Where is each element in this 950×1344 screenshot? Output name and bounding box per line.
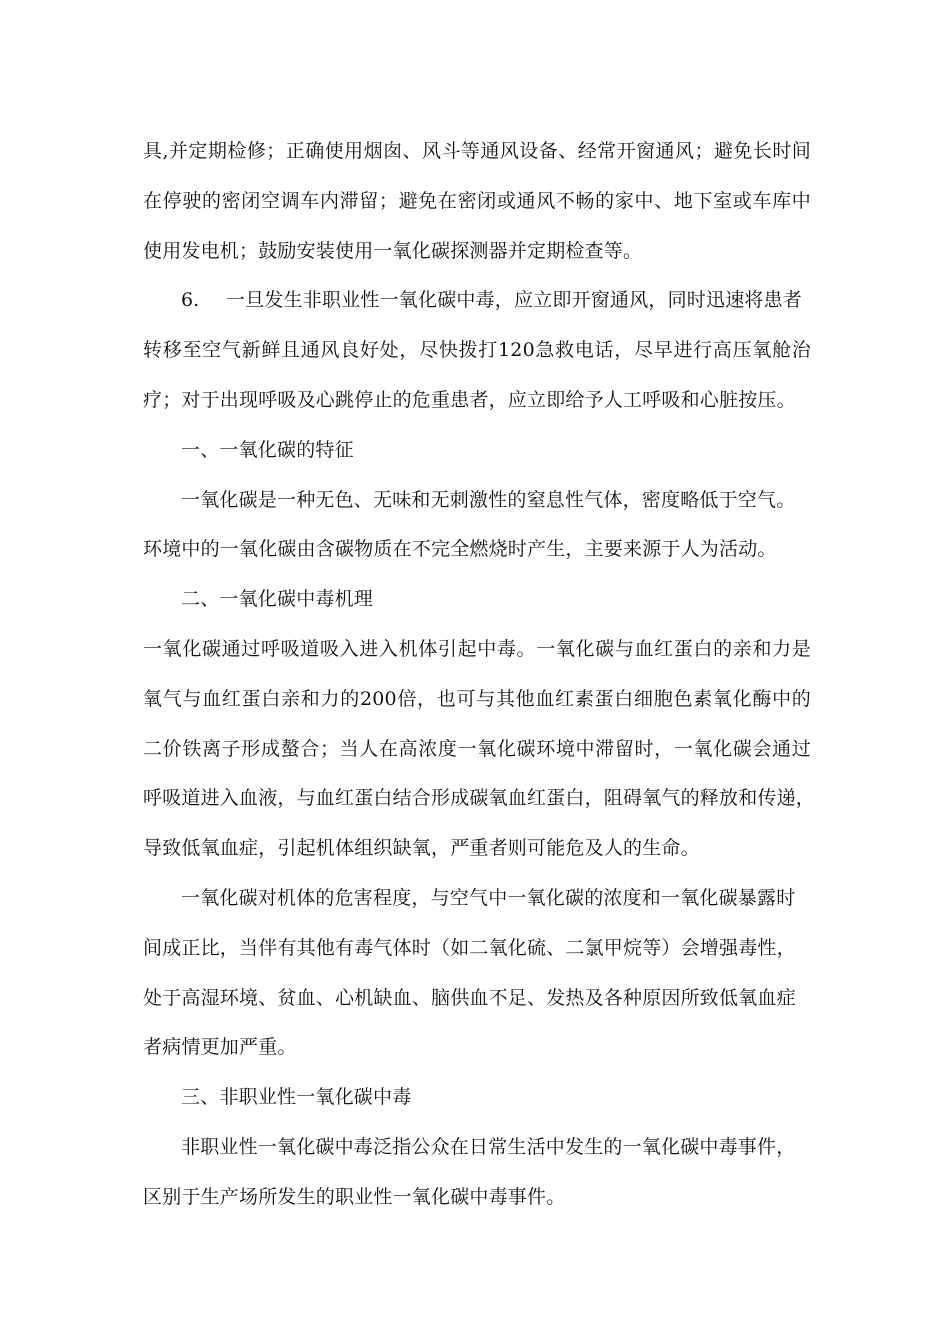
section-heading: 二、一氧化碳中毒机理 [181,588,374,611]
paragraph-line: 区别于生产场所发生的职业性一氧化碳中毒事件。 [143,1185,566,1208]
paragraph-line: 呼吸道进入血液，与血红蛋白结合形成碳氧血红蛋白，阻碍氧气的释放和传递， [143,787,816,810]
paragraph-line: 一氧化碳通过呼吸道吸入进入机体引起中毒。一氧化碳与血红蛋白的亲和力是 [143,637,811,660]
paragraph-line: 使用发电机；鼓励安装使用一氧化碳探测器并定期检查等。 [143,239,643,262]
list-item-text: 一旦发生非职业性一氧化碳中毒，应立即开窗通风，同时迅速将患者 [226,289,803,312]
list-item-6-line: 疗；对于出现呼吸及心跳停止的危重患者，应立即给予人工呼吸和心脏按压。 [143,388,796,411]
paragraph-line: 者病情更加严重。 [143,1036,297,1059]
paragraph-line: 环境中的一氧化碳由含碳物质在不完全燃烧时产生，主要来源于人为活动。 [143,538,777,561]
list-item-6-line [143,276,811,326]
document-body [143,127,816,1223]
paragraph-line: 具,并定期检修；正确使用烟囱、风斗等通风设备、经常开窗通风；避免长时间 [143,140,811,162]
paragraph-line: 在停驶的密闭空调车内滞留；避免在密闭或通风不畅的家中、地下室或车库中 [143,189,811,212]
paragraph-line: 处于高湿环境、贫血、心机缺血、脑供血不足、发热及各种原因所致低氧血症 [143,986,796,1009]
paragraph-line: 一氧化碳是一种无色、无味和无刺激性的窒息性气体，密度略低于空气。 [181,488,796,511]
paragraph-line: 氧气与血红蛋白亲和力的200倍，也可与其他血红素蛋白细胞色素氧化酶中的 [143,687,811,710]
paragraph-line: 一氧化碳对机体的危害程度，与空气中一氧化碳的浓度和一氧化碳暴露时 [181,886,796,909]
paragraph-line: 间成正比，当伴有其他有毒气体时（如二氧化硫、二氯甲烷等）会增强毒性， [143,936,796,959]
paragraph-line: 非职业性一氧化碳中毒泛指公众在日常生活中发生的一氧化碳中毒事件， [181,1135,796,1158]
section-heading: 一、一氧化碳的特征 [181,438,354,461]
section-heading: 三、非职业性一氧化碳中毒 [181,1086,412,1109]
list-item-6-line: 转移至空气新鲜且通风良好处，尽快拨打120急救电话，尽早进行高压氧舱治 [143,339,811,362]
list-item-number: 6. [181,289,200,312]
paragraph-line: 二价铁离子形成螯合；当人在高浓度一氧化碳环境中滞留时，一氧化碳会通过 [143,737,811,760]
paragraph-line: 导致低氧血症，引起机体组织缺氧，严重者则可能危及人的生命。 [143,837,700,860]
